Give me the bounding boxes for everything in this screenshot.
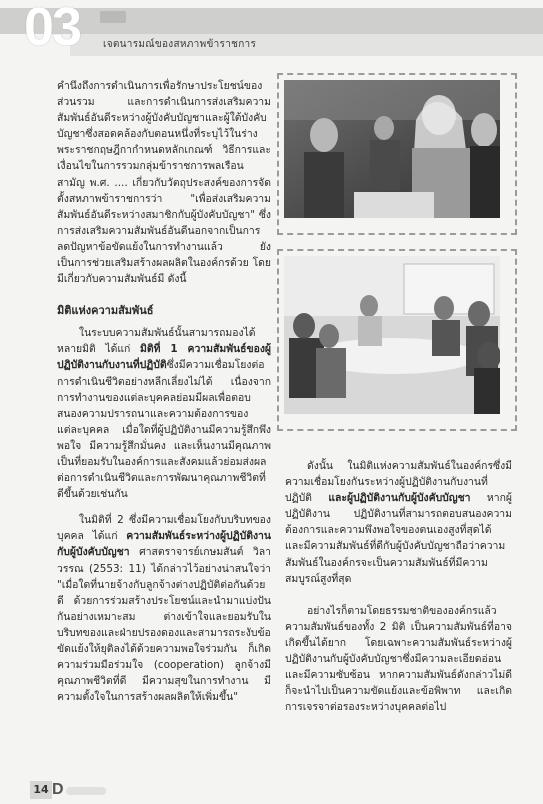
section-heading: มิติแห่งความสัมพันธ์ [57, 304, 154, 318]
left-column [57, 78, 271, 705]
page-header [0, 0, 543, 58]
dimension-1-emphasis: มิติที่ 1 ความสัมพันธ์ของผู้ปฏิบัติงานกับงานที่ปฏิบัติ [57, 343, 271, 372]
business-meeting-photo-image [284, 80, 500, 218]
header-bar [0, 8, 543, 34]
photo-office-meeting [277, 249, 517, 431]
office-meeting-photo-image [284, 256, 500, 414]
paragraph-intro: คำนึงถึงการดำเนินการเพื่อรักษาประโยชน์ของส่วนรวม และการดำเนินการส่งเสริมความสัมพันธ์อันดีระหว่างผู้บังคับบัญชาและผู้ใต้บังคับบัญชาซึ่งสอดคล้องกับตอนหนึ่งที่ระบุไว้ในร่างพระราชกฤษฎีกากำหนดหลักเกณฑ์ วิธีการและเงื่อนไขในการรวมกลุ่มข้าราชการพลเรือนสามัญ พ.ศ. .... เกี่ยวกับวัตถุประสงค์ของการจัดตั้งสหภาพข้าราชการว่า "เพื่อส่งเสริมความสัมพันธ์อันดีระหว่างสมาชิกกับผู้บังคับบัญชา" ซึ่งการส่งเสริมความสัมพันธ์อันดีนอกจากเป็นการลดปัญหาข้อขัดแย้งในการทำงานแล้ว ยังเป็นการช่วยเสริมสร้างผลผลิตในองค์กรด้วย โดยมีเกี่ยวกับความสัมพันธ์มี ดังนี้ [57, 80, 271, 286]
paragraph-dimension-2: ในมิติที่ 2 ซึ่งมีความเชื่อมโยงกับบริบทของบุคคล ได้แก่ ความสัมพันธ์ระหว่างผู้ปฏิบัติงานกับผู้บังคับบัญชา ศาสตราจารย์เกษมสันต์ วิลาวรรณ (2553: 11) ได้กล่าวไว้อย่างน่าสนใจว่า "เมื่อใดที่นายจ้างกับลูกจ้างต่างปฏิบัติต่อกันด้วยดี ด้วยการร่วมสร้างประโยชน์และนำมาแบ่งปันกันอย่างเหมาะสม ต่างเข้าใจและยอมรับในบริบทของและฝ่ายปรองดองและสามารถระงับข้อขัดแย้งให้ยุติลงได้ด้วยความพอใจร่วมกัน ก็เกิดความร่วมมือร่วมใจ (cooperation) ลูกจ้างมีคุณภาพชีวิตที่ดี มีความสุขในการทำงาน มีความตั้งใจในการสร้างผลผลิตให้เพิ่มขึ้น" [57, 514, 271, 704]
footer-logo-tail [66, 787, 106, 795]
chapter-number: 03 [24, 0, 81, 57]
right-column [285, 458, 512, 715]
paragraph-dimension-1: ในระบบความสัมพันธ์นั้นสามารถมองได้หลายมิติ ได้แก่ มิติที่ 1 ความสัมพันธ์ของผู้ปฏิบัติงานกับงานที่ปฏิบัติซึ่งมีความเชื่อมโยงต่อการดำเนินชีวิตอย่างหลีกเลี่ยงไม่ได้ เนื่องจากการทำงานของแต่ละบุคคลย่อมมีผลเพื่อตอบสนองความปรารถนาและความต้องการของแต่ละบุคคล เมื่อใดที่ผู้ปฏิบัติงานมีความรู้สึกพึงพอใจ มีความรู้สึกมั่นคง และเห็นงานมีคุณภาพ เป็นที่ยอมรับในองค์การและสังคมแล้วย่อมส่งผลต่อการดำเนินชีวิตและการพัฒนาคุณภาพชีวิตที่ดีขึ้นด้วยเช่นกัน [57, 327, 271, 501]
chapter-title: เจตนารมณ์ของสหภาพข้าราชการ [103, 39, 257, 50]
photo-business-meeting [277, 73, 517, 235]
conclusion-emphasis: และผู้ปฏิบัติงานกับผู้บังคับบัญชา [328, 492, 471, 505]
page-footer [30, 781, 150, 801]
dimension-2-emphasis: ความสัมพันธ์ระหว่างผู้ปฏิบัติงานกับผู้บังคับบัญชา [57, 530, 271, 559]
paragraph-nature: อย่างไรก็ตามโดยธรรมชาติขององค์กรแล้วความสัมพันธ์ของทั้ง 2 มิติ เป็นความสัมพันธ์ที่อาจเกิดขึ้นได้ยาก โดยเฉพาะความสัมพันธ์ระหว่างผู้ปฏิบัติงานกับผู้บังคับบัญชาซึ่งมีความละเอียดอ่อนและมีความซับซ้อน หากความสัมพันธ์ดังกล่าวไม่ดีก็จะนำไปเป็นความขัดแย้งและข้อพิพาท และเกิดการเจรจาต่อรองระหว่างบุคคลต่อไป [285, 604, 512, 714]
footer-logo: D [52, 781, 64, 798]
paragraph-conclusion: ดังนั้น ในมิติแห่งความสัมพันธ์ในองค์กรซึ่งมีความเชื่อมโยงกันระหว่างผู้ปฏิบัติงานกับงานที่ปฏิบัติ และผู้ปฏิบัติงานกับผู้บังคับบัญชา หากผู้ปฏิบัติงาน ปฏิบัติงานที่สามารถตอบสนองความต้องการและความพึงพอใจของตนเองสูงที่สุดได้ และมีความสัมพันธ์ที่ดีกับผู้บังคับบัญชาถือว่าความสัมพันธ์ในองค์กรจะเป็นความสัมพันธ์ที่มีความสมบูรณ์สูงที่สุด [285, 460, 512, 585]
header-decoration [100, 11, 126, 23]
page-number: 14 [30, 781, 52, 799]
